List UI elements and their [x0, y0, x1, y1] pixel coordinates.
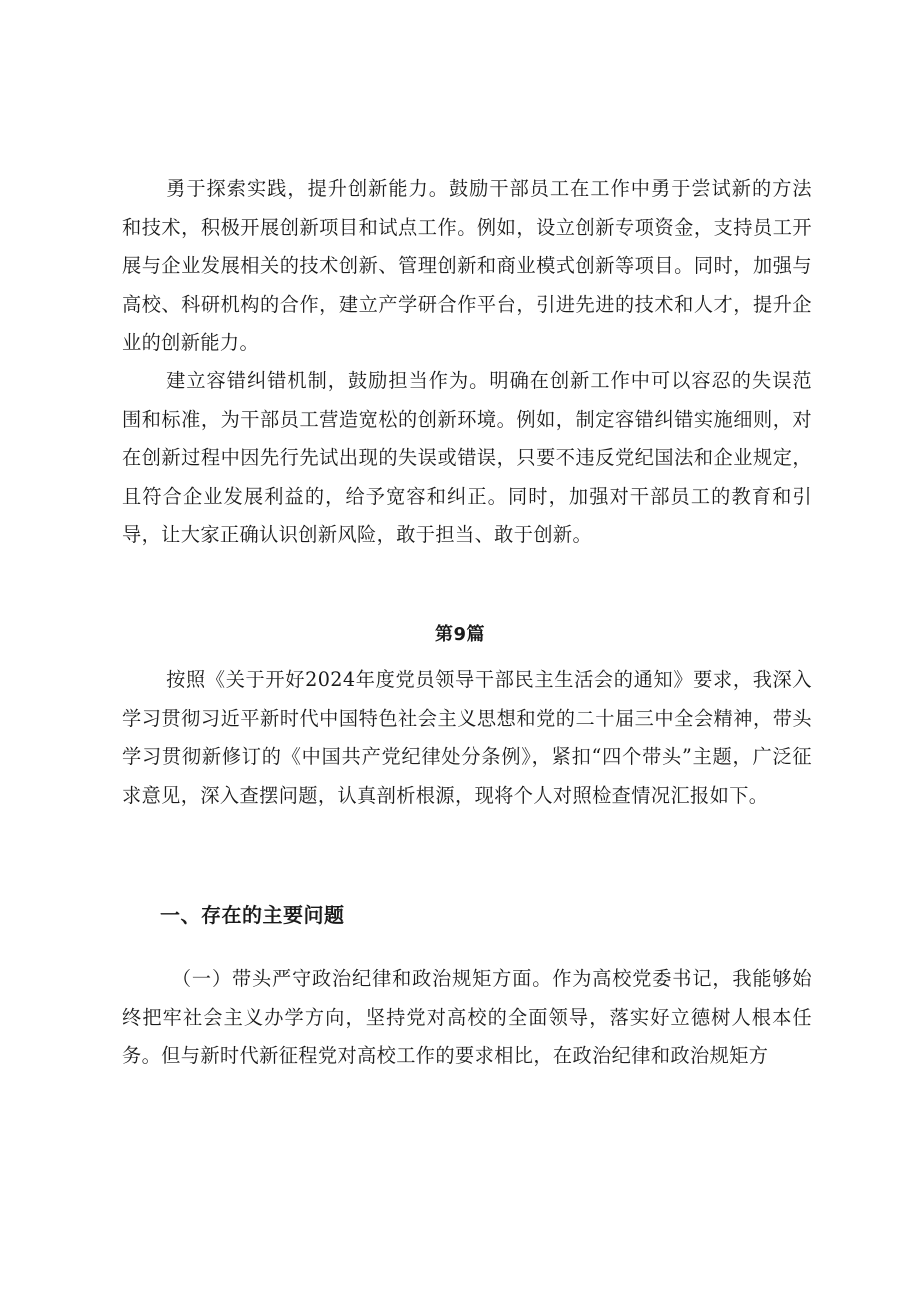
chapter-title: 第9篇 — [434, 624, 486, 645]
paragraph-innovation-practice: 勇于探索实践，提升创新能力。鼓励干部员工在工作中勇于尝试新的方法和技术，积极开展创新项目和试点工作。例如，设立创新专项资金，支持员工开展与企业发展相关的技术创新、管理创新和商业模式创新等项目。同时，加强与高校、科研机构的合作，建立产学研合作平台，引进先进的技术和人才，提升企业的创新能力。 — [122, 177, 812, 355]
section-heading: 一、存在的主要问题 — [160, 903, 345, 927]
paragraph-intro: 按照《关于开好2024年度党员领导干部民主生活会的通知》要求，我深入学习贯彻习近平新时代中国特色社会主义思想和党的二十届三中全会精神，带头学习贯彻新修订的《中国共产党纪律处分条例》，紧扣“四个带头”主题，广泛征求意见，深入查摆问题，认真剖析根源，现将个人对照检查情况汇报如下。 — [122, 668, 812, 807]
paragraph-fault-tolerance: 建立容错纠错机制，鼓励担当作为。明确在创新工作中可以容忍的失误范围和标准，为干部员工营造宽松的创新环境。例如，制定容错纠错实施细则，对在创新过程中因先行先试出现的失误或错误，只要不违反党纪国法和企业规定，且符合企业发展利益的，给予宽容和纠正。同时，加强对干部员工的教育和引导，让大家正确认识创新风险，敢于担当、敢于创新。 — [122, 369, 812, 547]
paragraph-political-discipline: （一）带头严守政治纪律和政治规矩方面。作为高校党委书记，我能够始终把牢社会主义办学方向，坚持党对高校的全面领导，落实好立德树人根本任务。但与新时代新征程党对高校工作的要求相比，在政治纪律和政治规矩方 — [122, 967, 812, 1068]
